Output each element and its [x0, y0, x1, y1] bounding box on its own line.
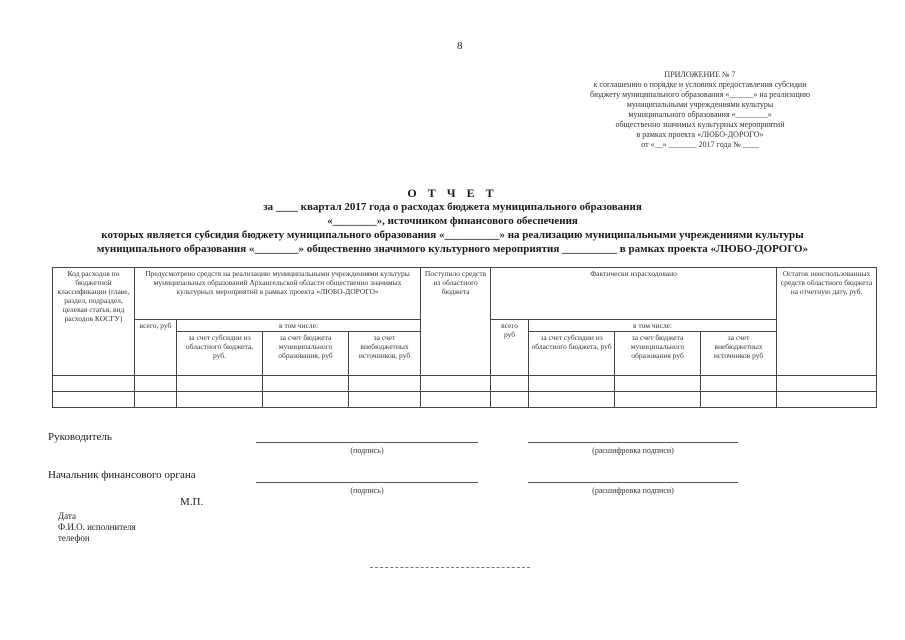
- table-cell[interactable]: [263, 392, 349, 408]
- appendix-line: общественно значимых культурных мероприятий: [615, 120, 785, 129]
- header-actual-extrabudget: за счет внебюджетных источников руб: [701, 332, 777, 376]
- table-cell[interactable]: [701, 392, 777, 408]
- table-cell[interactable]: [615, 376, 701, 392]
- page-number: 8: [457, 40, 463, 52]
- finance-decoding-line[interactable]: [528, 481, 738, 483]
- finance-decoding-caption: (расшифровка подписи): [592, 486, 674, 495]
- footer-phone: телефон: [58, 533, 90, 543]
- head-decoding-caption: (расшифровка подписи): [592, 446, 674, 455]
- header-budget-code: Код расходов по бюджетной классификации (главе, раздел, подраздел, целевая статья, вид расходов КОСГУ): [53, 268, 135, 376]
- header-actual-total-label: всего: [501, 321, 518, 330]
- title-line: «________», источником финансового обеспечения: [327, 215, 578, 227]
- header-planned-including: в том числе:: [177, 320, 421, 332]
- table-cell[interactable]: [701, 376, 777, 392]
- head-signature-line[interactable]: [256, 441, 478, 443]
- appendix-line: в рамках проекта «ЛЮБО-ДОРОГО»: [636, 130, 764, 139]
- header-planned: Предусмотрено средств на реализацию муниципальными учреждениями культуры муниципальных образований Архангельской области общественно значимых культурных мероприятий в рамках проекта «ЛЮБО-ДОРОГО»: [135, 268, 421, 320]
- finance-head-label: Начальник финансового органа: [48, 469, 196, 481]
- appendix-block: [540, 70, 860, 150]
- header-actual: Фактически израсходовано: [491, 268, 777, 320]
- appendix-line: от «__» _______ 2017 года № ____: [641, 140, 759, 149]
- table-row: [53, 376, 877, 392]
- head-decoding-line[interactable]: [528, 441, 738, 443]
- header-actual-municipal: за счет бюджета муниципального образования руб: [615, 332, 701, 376]
- header-actual-total-unit: руб: [503, 330, 516, 339]
- title-line: муниципального образования «________» общественно значимого культурного мероприятия __________ в рамках проекта «ЛЮБО-ДОРОГО»: [96, 243, 809, 255]
- table-cell[interactable]: [53, 376, 135, 392]
- table-cell[interactable]: [349, 392, 421, 408]
- table-cell[interactable]: [529, 392, 615, 408]
- table-cell[interactable]: [177, 376, 263, 392]
- table-cell[interactable]: [53, 392, 135, 408]
- header-actual-subsidy: за счет субсидии из областного бюджета, руб: [529, 332, 615, 376]
- table-cell[interactable]: [421, 392, 491, 408]
- head-signature-caption: (подпись): [350, 446, 384, 455]
- title-line: которых является субсидия бюджету муниципального образования «__________» на реализацию муниципальными учреждениями культуры: [101, 229, 804, 241]
- appendix-line: к соглашению о порядке и условиях предоставления субсидии: [593, 80, 807, 89]
- table-cell[interactable]: [263, 376, 349, 392]
- header-received: Поступило средств из областного бюджета: [421, 268, 491, 376]
- header-planned-subsidy: за счет субсидии из областного бюджета, руб.: [177, 332, 263, 376]
- header-planned-municipal: за счет бюджета муниципального образования, руб: [263, 332, 349, 376]
- header-planned-total: всего, руб: [135, 320, 177, 376]
- table-cell[interactable]: [777, 392, 877, 408]
- report-heading: О Т Ч Е Т: [407, 186, 498, 200]
- table-cell[interactable]: [777, 376, 877, 392]
- table-cell[interactable]: [135, 392, 177, 408]
- appendix-line: муниципального образования «________»: [628, 110, 772, 119]
- table-cell[interactable]: [421, 376, 491, 392]
- appendix-line: ПРИЛОЖЕНИЕ № 7: [664, 70, 736, 79]
- stamp-label: М.П.: [180, 496, 204, 508]
- head-label: Руководитель: [48, 431, 112, 443]
- header-remainder: Остаток неиспользованных средств областного бюджета на отчетную дату, руб.: [777, 268, 877, 376]
- table-cell[interactable]: [529, 376, 615, 392]
- footer-date: Дата: [58, 511, 76, 521]
- header-actual-including: в том числе:: [529, 320, 777, 332]
- finance-signature-caption: (подпись): [350, 486, 384, 495]
- table-cell[interactable]: [349, 376, 421, 392]
- finance-signature-line[interactable]: [256, 481, 478, 483]
- report-title-block: [20, 186, 885, 256]
- footer-divider: [370, 567, 530, 568]
- table-cell[interactable]: [177, 392, 263, 408]
- appendix-line: бюджету муниципального образования «______» на реализацию: [590, 90, 810, 99]
- appendix-line: муниципальными учреждениями культуры: [626, 100, 774, 109]
- footer-executor: Ф.И.О. исполнителя: [58, 522, 136, 532]
- title-line: за ____ квартал 2017 года о расходах бюджета муниципального образования: [263, 201, 642, 213]
- table-row: [53, 392, 877, 408]
- report-table: [52, 267, 877, 408]
- table-cell[interactable]: [135, 376, 177, 392]
- header-actual-total: [491, 320, 529, 376]
- table-cell[interactable]: [491, 392, 529, 408]
- table-cell[interactable]: [491, 376, 529, 392]
- header-planned-extrabudget: за счет внебюджетных источников, руб: [349, 332, 421, 376]
- table-cell[interactable]: [615, 392, 701, 408]
